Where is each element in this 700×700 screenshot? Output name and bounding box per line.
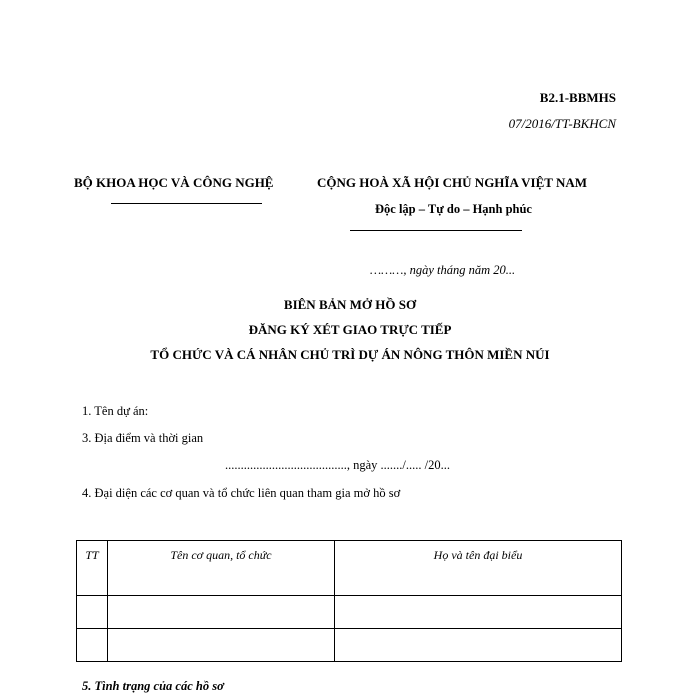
representatives-label: 4. Đại diện các cơ quan và tổ chức liên quan tham gia mở hồ sơ — [82, 486, 401, 500]
table-header-row — [77, 541, 622, 596]
nation-name: CỘNG HOÀ XÃ HỘI CHỦ NGHĨA VIỆT NAM — [317, 175, 588, 190]
table-cell[interactable] — [77, 596, 108, 629]
motto-underline — [350, 230, 522, 231]
representatives-table — [76, 540, 622, 662]
ministry-underline — [111, 203, 262, 204]
place-time-label: 3. Địa điểm và thời gian — [82, 431, 204, 445]
document-title: BIÊN BẢN MỞ HỒ SƠ — [283, 297, 417, 312]
document-subtitle-2: TỔ CHỨC VÀ CÁ NHÂN CHỦ TRÌ DỰ ÁN NÔNG THÔN MIỀN NÚI — [150, 347, 550, 362]
table-cell[interactable] — [108, 629, 335, 662]
place-time-fill-line: ......................................., ngày ......./..... /20... — [225, 458, 450, 472]
date-line: ………, ngày tháng năm 20... — [370, 263, 516, 277]
table-cell[interactable] — [335, 596, 622, 629]
table-cell[interactable] — [77, 629, 108, 662]
document-status-label: 5. Tình trạng của các hồ sơ — [82, 679, 224, 693]
table-row — [77, 596, 622, 629]
project-name-label: 1. Tên dự án: — [82, 404, 149, 418]
table-cell[interactable] — [335, 629, 622, 662]
national-motto: Độc lập – Tự do – Hạnh phúc — [375, 202, 532, 216]
table-row — [77, 629, 622, 662]
column-header-representative: Họ và tên đại biểu — [335, 541, 622, 596]
column-header-tt: TT — [77, 541, 108, 596]
column-header-organization: Tên cơ quan, tổ chức — [108, 541, 335, 596]
table-cell[interactable] — [108, 596, 335, 629]
document-subtitle: ĐĂNG KÝ XÉT GIAO TRỰC TIẾP — [248, 322, 452, 337]
form-code: B2.1-BBMHS — [539, 90, 616, 105]
ministry-name: BỘ KHOA HỌC VÀ CÔNG NGHỆ — [74, 175, 274, 190]
circular-number: 07/2016/TT-BKHCN — [508, 116, 616, 131]
